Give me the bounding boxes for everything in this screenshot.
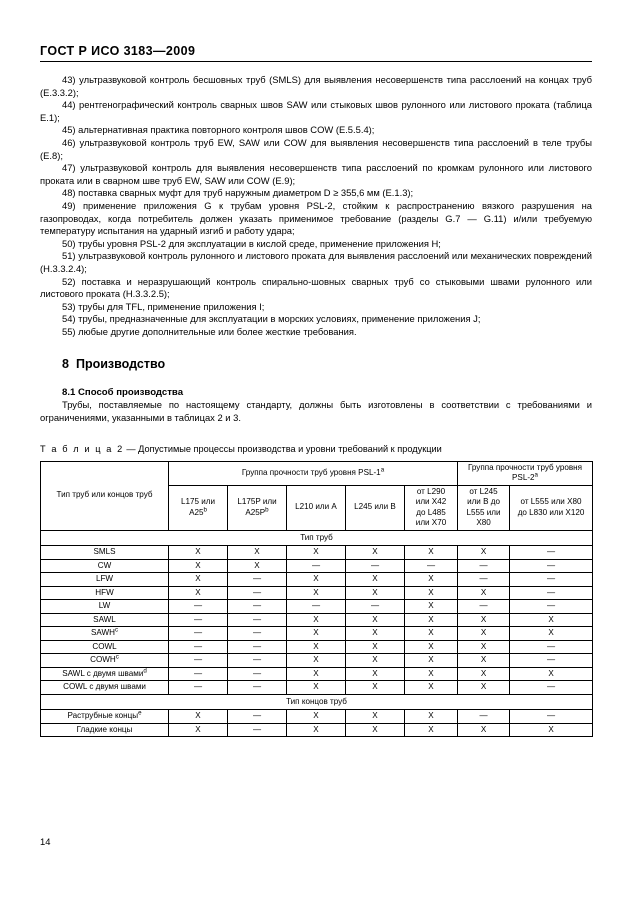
cell: X [405, 627, 458, 641]
cell: X [346, 681, 405, 695]
column-header-l175p-a25p [228, 485, 287, 530]
cell: X [458, 654, 510, 668]
cell: X [287, 546, 346, 560]
table-row [41, 613, 593, 627]
cell: — [228, 586, 287, 600]
footnote-marker: a [534, 471, 538, 479]
subsection-body [40, 399, 592, 424]
column-header-l555-x120 [510, 485, 593, 530]
header-line: от L245 [469, 486, 498, 496]
cell: — [510, 654, 593, 668]
row-label [41, 710, 169, 724]
cell: X [287, 654, 346, 668]
header-line: до L485 [416, 507, 446, 517]
cell: — [228, 723, 287, 737]
cell: X [228, 546, 287, 560]
cell: — [510, 600, 593, 614]
footnote-marker: d [143, 666, 147, 674]
section-title: Тип труб [41, 530, 593, 546]
row-label-text: Раструбные концы [67, 711, 139, 721]
cell: X [228, 559, 287, 573]
table-row [41, 723, 593, 737]
row-label-text: LFW [95, 574, 114, 584]
cell: X [287, 613, 346, 627]
row-label [41, 640, 169, 654]
header-line: или B до [467, 497, 500, 507]
document-header-title: ГОСТ Р ИСО 3183—2009 [40, 44, 592, 62]
cell: — [169, 613, 228, 627]
table-row [41, 627, 593, 641]
cell: X [458, 613, 510, 627]
cell: X [287, 640, 346, 654]
row-label-text: SAWH [90, 628, 115, 638]
header-line: A25 [189, 507, 204, 517]
cell: — [228, 667, 287, 681]
table-caption-label: Т а б л и ц а 2 [40, 443, 124, 454]
cell: X [510, 723, 593, 737]
list-item: 54) трубы, предназначенные для эксплуатации в морских условиях, применение приложения J; [62, 313, 481, 325]
footnote-marker: c [114, 626, 119, 634]
table-body [41, 530, 593, 737]
cell: X [405, 586, 458, 600]
list-item: 52) поставка и неразрушающий контроль спирально-шовных сварных труб со стыковыми швами рулонного или листового проката (Н.3.3.2.5); [40, 275, 592, 300]
cell: — [228, 710, 287, 724]
cell: — [228, 613, 287, 627]
list-item: 55) любые другие дополнительные или более жесткие требования. [62, 325, 357, 337]
cell: X [287, 710, 346, 724]
header-line: L245 или B [354, 502, 396, 512]
cell: X [346, 710, 405, 724]
row-label [41, 627, 169, 641]
cell: — [510, 559, 593, 573]
column-header-l245-x80 [458, 485, 510, 530]
column-header-l245-b [346, 485, 405, 530]
footnote-marker: b [265, 505, 269, 513]
cell: — [169, 654, 228, 668]
row-label-text: SMLS [93, 547, 116, 557]
row-label [41, 586, 169, 600]
cell: — [169, 627, 228, 641]
cell: X [458, 586, 510, 600]
row-label-text: COWL [92, 641, 117, 651]
cell: — [169, 640, 228, 654]
cell: — [228, 654, 287, 668]
row-label-text: COWL с двумя швами [63, 682, 146, 692]
cell: X [510, 667, 593, 681]
header-line: или X70 [415, 518, 447, 528]
cell: X [405, 613, 458, 627]
row-label-text: SAWL с двумя швами [62, 668, 144, 678]
page-number: 14 [40, 836, 51, 847]
cell: — [458, 600, 510, 614]
header-line: до L830 или X120 [517, 507, 585, 517]
cell: X [169, 559, 228, 573]
list-item: 47) ультразвуковой контроль для выявления несовершенств типа расслоений по кромкам рулонного или листового проката или в сварном шве труб EW, SAW или COW (Е.9); [40, 162, 592, 186]
page-content [40, 44, 592, 737]
footnote-marker: a [380, 466, 385, 474]
cell: X [287, 667, 346, 681]
cell: X [169, 710, 228, 724]
cell: — [169, 667, 228, 681]
cell: X [346, 573, 405, 587]
list-item: 51) ультразвуковой контроль рулонного и листового проката для выявления расслоений или механических повреждений (Н.3.3.2.4); [40, 250, 592, 274]
cell: — [346, 559, 405, 573]
header-line: A25P [245, 507, 266, 517]
row-label [41, 654, 169, 668]
cell: — [458, 559, 510, 573]
section-heading [62, 357, 592, 371]
row-label [41, 559, 169, 573]
row-label-text: LW [98, 601, 111, 611]
header-line: от L555 или X80 [520, 497, 582, 507]
cell: X [346, 654, 405, 668]
table-row [41, 654, 593, 668]
section-title: Производство [75, 357, 166, 372]
cell: X [287, 627, 346, 641]
list-item: 46) ультразвуковой контроль труб EW, SAW или COW для выявления несовершенств типа расслоений в теле трубы (Е.8); [40, 136, 592, 161]
header-line: L210 или A [295, 502, 337, 512]
cell: — [458, 573, 510, 587]
cell: X [169, 723, 228, 737]
list-item: 53) трубы для TFL, применение приложения I; [62, 300, 265, 312]
table-group-header-psl1 [169, 461, 458, 485]
cell: X [458, 546, 510, 560]
cell: — [287, 559, 346, 573]
cell: X [405, 681, 458, 695]
production-processes-table [40, 461, 593, 738]
cell: X [346, 723, 405, 737]
cell: X [346, 546, 405, 560]
table-section-header-pipe-types [41, 530, 593, 546]
cell: X [405, 546, 458, 560]
cell: X [510, 627, 593, 641]
cell: X [169, 546, 228, 560]
cell: X [346, 586, 405, 600]
cell: X [346, 667, 405, 681]
list-item: 43) ультразвуковой контроль бесшовных труб (SMLS) для выявления несовершенств типа расслоений на концах труб (Е.3.3.2); [40, 74, 592, 98]
table-group-header-row [41, 461, 593, 485]
table-row [41, 546, 593, 560]
cell: — [510, 710, 593, 724]
group-header-text: Группа прочности труб уровня PSL-2 [467, 462, 583, 483]
table-caption-text: — Допустимые процессы производства и уровни требований к продукции [123, 443, 442, 454]
cell: — [510, 586, 593, 600]
cell: X [405, 667, 458, 681]
header-line: L175 или [180, 497, 216, 507]
cell: X [405, 654, 458, 668]
header-line: или X42 [415, 497, 447, 507]
table-row [41, 586, 593, 600]
list-item: 48) поставка сварных муфт для труб наружным диаметром D ≥ 355,6 мм (Е.1.3); [62, 187, 414, 199]
column-header-l175-a25 [169, 485, 228, 530]
list-item: 49) применение приложения G к трубам уровня PSL-2, стойким к распространению вязкого разрушения на газопроводах, когда потребитель должен указать применимое требование (разделы G.7 — G.11) и/или требуемую температуру испытания на ударный изгиб и работу удара; [40, 199, 592, 237]
table-row [41, 559, 593, 573]
row-label [41, 681, 169, 695]
row-label [41, 613, 169, 627]
requirements-list [40, 74, 592, 338]
table-row [41, 640, 593, 654]
cell: X [405, 600, 458, 614]
column-header-l290-x70 [405, 485, 458, 530]
cell: — [228, 573, 287, 587]
table-row [41, 710, 593, 724]
row-label [41, 573, 169, 587]
cell: — [228, 640, 287, 654]
row-label [41, 667, 169, 681]
row-label-text: COWH [90, 655, 116, 665]
cell: — [346, 600, 405, 614]
cell: X [287, 723, 346, 737]
row-label-text: HFW [95, 587, 114, 597]
footnote-marker: e [138, 709, 142, 717]
column-header-l210-a [287, 485, 346, 530]
cell: X [346, 627, 405, 641]
group-header-text: Группа прочности труб уровня PSL-1 [241, 467, 381, 477]
cell: X [458, 681, 510, 695]
section-number: 8 [62, 357, 69, 372]
row-label-text: SAWL [93, 614, 116, 624]
table-row [41, 600, 593, 614]
subsection-heading: 8.1 Способ производства [62, 387, 184, 399]
cell: X [405, 710, 458, 724]
header-line: L555 или [466, 507, 501, 517]
table-row [41, 667, 593, 681]
list-item: 45) альтернативная практика повторного контроля швов COW (Е.5.5.4); [62, 124, 375, 136]
row-label [41, 600, 169, 614]
cell: — [228, 681, 287, 695]
cell: X [169, 573, 228, 587]
row-label-text: Гладкие концы [76, 724, 133, 734]
row-label [41, 723, 169, 737]
cell: — [510, 681, 593, 695]
cell: X [458, 627, 510, 641]
cell: X [287, 681, 346, 695]
cell: — [510, 546, 593, 560]
cell: — [169, 681, 228, 695]
table-row [41, 573, 593, 587]
cell: — [510, 640, 593, 654]
cell: X [287, 586, 346, 600]
list-item: 50) трубы уровня PSL-2 для эксплуатации в кислой среде, применение приложения Н; [62, 237, 441, 249]
section-title: Тип концов труб [41, 694, 593, 710]
header-line: от L290 [416, 486, 446, 496]
table-row [41, 681, 593, 695]
cell: — [405, 559, 458, 573]
cell: X [405, 573, 458, 587]
table-caption [40, 444, 592, 454]
cell: — [169, 600, 228, 614]
cell: X [458, 723, 510, 737]
cell: X [169, 586, 228, 600]
row-label [41, 546, 169, 560]
subsection-paragraph: Трубы, поставляемые по настоящему стандарту, должны быть изготовлены в соответствии с требованиями и ограничениями, указанными в таблицах 2 и 3. [40, 399, 592, 424]
table-head [41, 461, 593, 530]
cell: X [346, 640, 405, 654]
cell: — [458, 710, 510, 724]
cell: X [458, 667, 510, 681]
cell: — [287, 600, 346, 614]
list-item: 44) рентгенографический контроль сварных швов SAW или стыковых швов рулонного или листового проката (таблица Е.1); [40, 99, 592, 123]
cell: X [510, 613, 593, 627]
cell: X [405, 640, 458, 654]
footnote-marker: c [115, 653, 119, 661]
cell: — [510, 573, 593, 587]
table-stub-header: Тип труб или концов труб [41, 461, 169, 530]
table-group-header-psl2 [458, 461, 593, 485]
cell: X [458, 640, 510, 654]
cell: X [405, 723, 458, 737]
row-label-text: CW [97, 560, 112, 570]
cell: X [346, 613, 405, 627]
header-line: L175P или [237, 497, 277, 507]
cell: — [228, 627, 287, 641]
header-line: X80 [476, 518, 491, 528]
cell: X [287, 573, 346, 587]
footnote-marker: b [203, 505, 207, 513]
cell: — [228, 600, 287, 614]
table-section-header-end-types [41, 694, 593, 710]
